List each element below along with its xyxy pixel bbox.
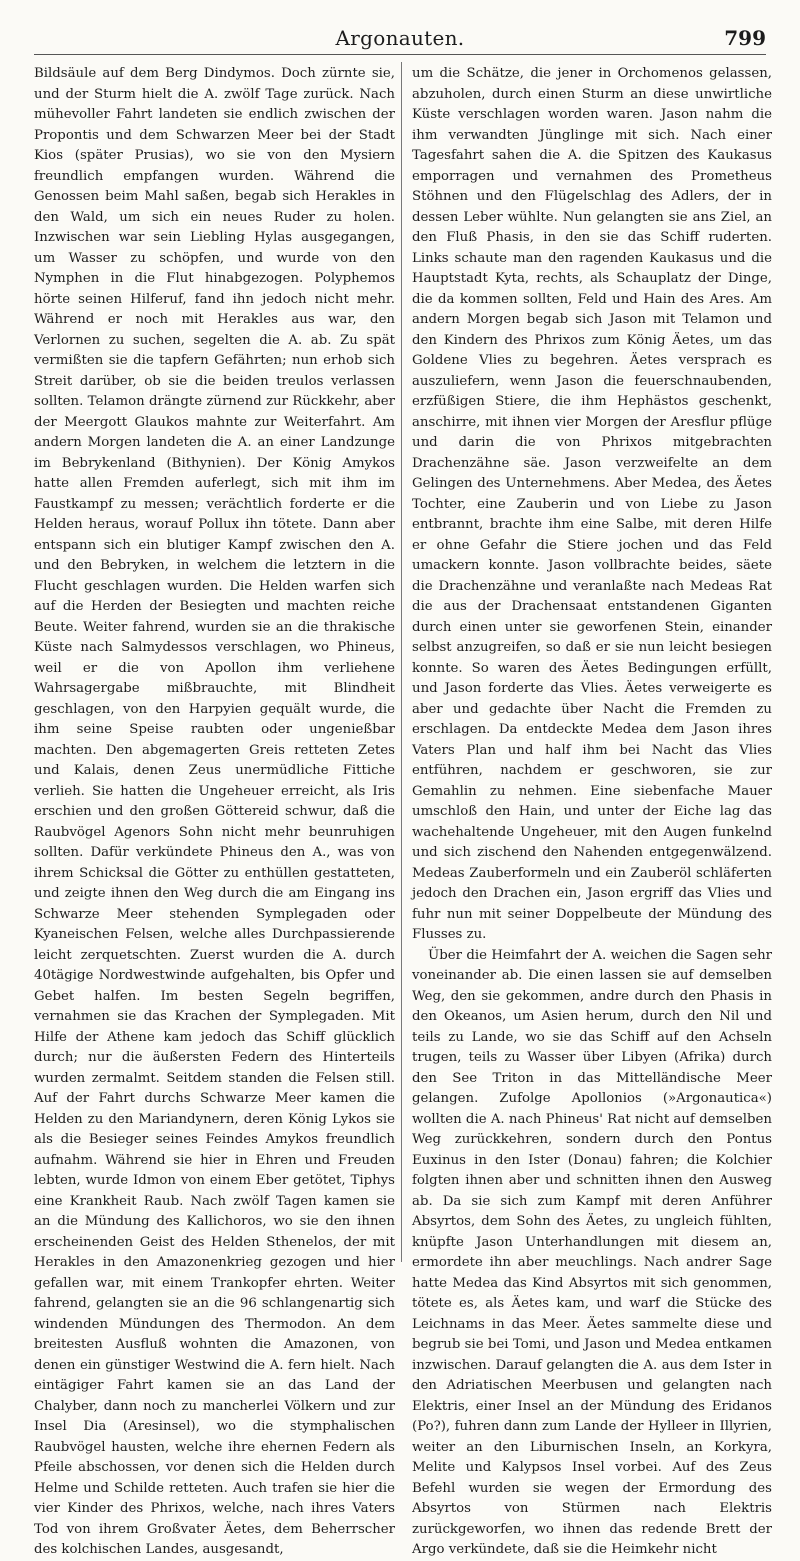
page-header (34, 20, 766, 55)
paragraph: Bildsäule auf dem Berg Dindymos. Doch zürnte sie, und der Sturm hielt die A. zwölf Tage zurück. Nach mühevoller Fahrt landeten sie endlich zwischen der Propontis und dem Schwarzen Meer bei der Stadt Kios (später Prusias), wo sie von den Mysiern freundlich empfangen wurden. Während die Genossen beim Mahl saßen, begab sich Herakles in den Wald, um sich ein neues Ruder zu holen. Inzwischen war sein Liebling Hylas ausgegangen, um Wasser zu schöpfen, und wurde von den Nymphen in die Flut hinabgezogen. Polyphemos hörte seinen Hilferuf, fand ihn jedoch nicht mehr. Während er noch mit Herakles aus war, den Verlornen zu suchen, segelten die A. ab. Zu spät vermißten sie die tapfern Gefährten; nun erhob sich Streit darüber, ob sie die beiden treulos verlassen sollten. Telamon drängte zürnend zur Rückkehr, aber der Meergott Glaukos mahnte zur Weiterfahrt. Am andern Morgen landeten die A. an einer Landzunge im Bebrykenland (Bithynien). Der König Amykos hatte allen Fremden auferlegt, sich mit ihm im Faustkampf zu messen; verächtlich forderte er die Helden heraus, worauf Pollux ihn tötete. Dann aber entspann sich ein blutiger Kampf zwischen den A. und den Bebryken, in welchem die letztern in die Flucht geschlagen wurden. Die Helden warfen sich auf die Herden der Besiegten und machten reiche Beute. Weiter fahrend, wurden sie an die thrakische Küste nach Salmydessos verschlagen, wo Phineus, weil er die von Apollon ihm verliehene Wahrsagergabe mißbrauchte, mit Blindheit geschlagen, von den Harpyien gequält wurde, die ihm seine Speise raubten oder ungenießbar machten. Den abgemagerten Greis retteten Zetes und Kalais, denen Zeus unermüdliche Fittiche verlieh. Sie hatten die Ungeheuer erreicht, als Iris erschien und den großen Göttereid schwur, daß die Raubvögel Agenors Sohn nicht mehr beunruhigen sollten. Dafür verkündete Phineus den A., was von ihrem Schicksal die Götter zu enthüllen gestatteten, und zeigte ihnen den Weg durch die am Eingang ins Schwarze Meer stehenden Symplegaden oder Kyaneischen Felsen, welche alles Durchpassierende leicht zerquetschten. Zuerst wurden die A. durch 40tägige Nordwestwinde aufgehalten, bis Opfer und Gebet halfen. Im besten Segeln begriffen, vernahmen sie das Krachen der Symplegaden. Mit Hilfe der Athene kam jedoch das Schiff glücklich durch; nur die äußersten Federn des Hinterteils wurden zermalmt. Seitdem standen die Felsen still. Auf der Fahrt durchs Schwarze Meer kamen die Helden zu den Mariandynern, deren König Lykos sie als die Besieger seines Feindes Amykos freundlich aufnahm. Während sie hier in Ehren und Freuden lebten, wurde Idmon von einem Eber getötet, Tiphys eine Krankheit Raub. Nach zwölf Tagen kamen sie an die Mündung des Kallichoros, wo sie den ihnen erscheinenden Geist des Helden Sthenelos, der mit Herakles in den Amazonenkrieg gezogen und hier gefallen war, mit einem Trankopfer ehrten. Weiter fahrend, gelangten sie an die 96 schlangenartig sich windenden Mündungen des Thermodon. An dem breitesten Ausfluß wohnten die Amazonen, von denen ein günstiger Westwind die A. fern hielt. Nach eintägiger Fahrt kamen sie an das Land der Chalyber, dann noch zu mancherlei Völkern und zur Insel Dia (Aresinsel), wo die stymphalischen Raubvögel hausten, welche ihre ehernen Federn als Pfeile abschossen, vor denen sich die Helden durch Helme und Schilde retteten. Auch trafen sie hier die vier Kinder des Phrixos, welche, nach ihres Vaters Tod von ihrem Großvater Äetes, dem Beherrscher des kolchischen Landes, ausgesandt, (34, 66, 395, 1557)
paragraph: Über die Heimfahrt der A. weichen die Sagen sehr voneinander ab. Die einen lassen sie auf demselben Weg, den sie gekommen, andre durch den Phasis in den Okeanos, um Asien herum, durch den Nil und teils zu Lande, wo sie das Schiff auf den Achseln trugen, teils zu Wasser über Libyen (Afrika) durch den See Triton in das Mittelländische Meer gelangen. Zufolge Apollonios (»Argonautica«) wollten die A. nach Phineus' Rat nicht auf demselben Weg zurückkehren, sondern durch den Pontus Euxinus in den Ister (Donau) fahren; die Kolchier folgten ihnen aber und schnitten ihnen den Ausweg ab. Da sie sich zum Kampf mit deren Anführer Absyrtos, dem Sohn des Äetes, zu ungleich fühlten, knüpfte Jason Unterhandlungen mit diesem an, ermordete ihn aber meuchlings. Nach andrer Sage hatte Medea das Kind Absyrtos mit sich genommen, tötete es, als Äetes kam, und warf die Stücke des Leichnams in das Meer. Äetes sammelte diese und begrub sie bei Tomi, und Jason und Medea entkamen inzwischen. Darauf gelangten die A. aus dem Ister in den Adriatischen Meerbusen und gelangten nach Elektris, einer Insel an der Mündung des Eridanos (Po?), fuhren dann zum Lande der Hylleer in Illyrien, weiter an den Liburnischen Inseln, an Korkyra, Melite und Kalypsos Insel vorbei. Auf des Zeus Befehl wurden sie wegen der Ermordung des Absyrtos von Stürmen nach Elektris zurückgeworfen, wo ihnen das redende Brett der Argo verkündete, daß sie die Heimkehr nicht (412, 947, 772, 1557)
paragraph: um die Schätze, die jener in Orchomenos gelassen, abzuholen, durch einen Sturm an diese unwirtliche Küste verschlagen worden waren. Jason nahm die ihm verwandten Jünglinge mit sich. Nach einer Tagesfahrt sahen die A. die Spitzen des Kaukasus emporragen und vernahmen des Prometheus Stöhnen und den Flügelschlag des Adlers, der in dessen Leber wühlte. Nun gelangten sie ans Ziel, an den Fluß Phasis, in den sie das Schiff ruderten. Links schaute man den ragenden Kaukasus und die Hauptstadt Kyta, rechts, als Schauplatz der Dinge, die da kommen sollten, Feld und Hain des Ares. Am andern Morgen begab sich Jason mit Telamon und den Kindern des Phrixos zum König Äetes, um das Goldene Vlies zu begehren. Äetes versprach es auszuliefern, wenn Jason die feuerschnaubenden, erzfüßigen Stiere, die ihm Hephästos geschenkt, anschirre, mit ihnen vier Morgen der Aresflur pflüge und darin die von Phrixos mitgebrachten Drachenzähne säe. Jason verzweifelte an dem Gelingen des Unternehmens. Aber Medea, des Äetes Tochter, eine Zauberin und von Liebe zu Jason entbrannt, brachte ihm eine Salbe, mit deren Hilfe er ohne Gefahr die Stiere jochen und das Feld umackern konnte. Jason vollbrachte beides, säete die Drachenzähne und veranlaßte nach Medeas Rat die aus der Drachensaat entstandenen Giganten durch einen unter sie geworfenen Stein, einander selbst anzugreifen, so daß er sie nun leicht besiegen konnte. So waren des Äetes Bedingungen erfüllt, und Jason forderte das Vlies. Äetes verweigerte es aber und gedachte über Nacht die Fremden zu erschlagen. Da entdeckte Medea dem Jason ihres Vaters Plan und half ihm bei Nacht das Vlies entführen, nachdem er geschworen, sie zur Gemahlin zu nehmen. Eine siebenfache Mauer umschloß den Hain, und unter der Eiche lag das wachehaltende Ungeheuer, mit den Augen funkelnd und sich zischend den Nahenden entgegenwälzend. Medeas Zauberformeln und ein Zauberöl schläferten jedoch den Drachen ein, Jason ergriff das Vlies und fuhr nun mit seiner Doppelbeute der Mündung des Flusses zu. (412, 66, 772, 942)
page-number: 799 (724, 26, 766, 50)
running-title: Argonauten. (335, 26, 465, 50)
left-column (34, 64, 395, 1561)
right-column (412, 64, 772, 1561)
column-divider (401, 62, 402, 1262)
